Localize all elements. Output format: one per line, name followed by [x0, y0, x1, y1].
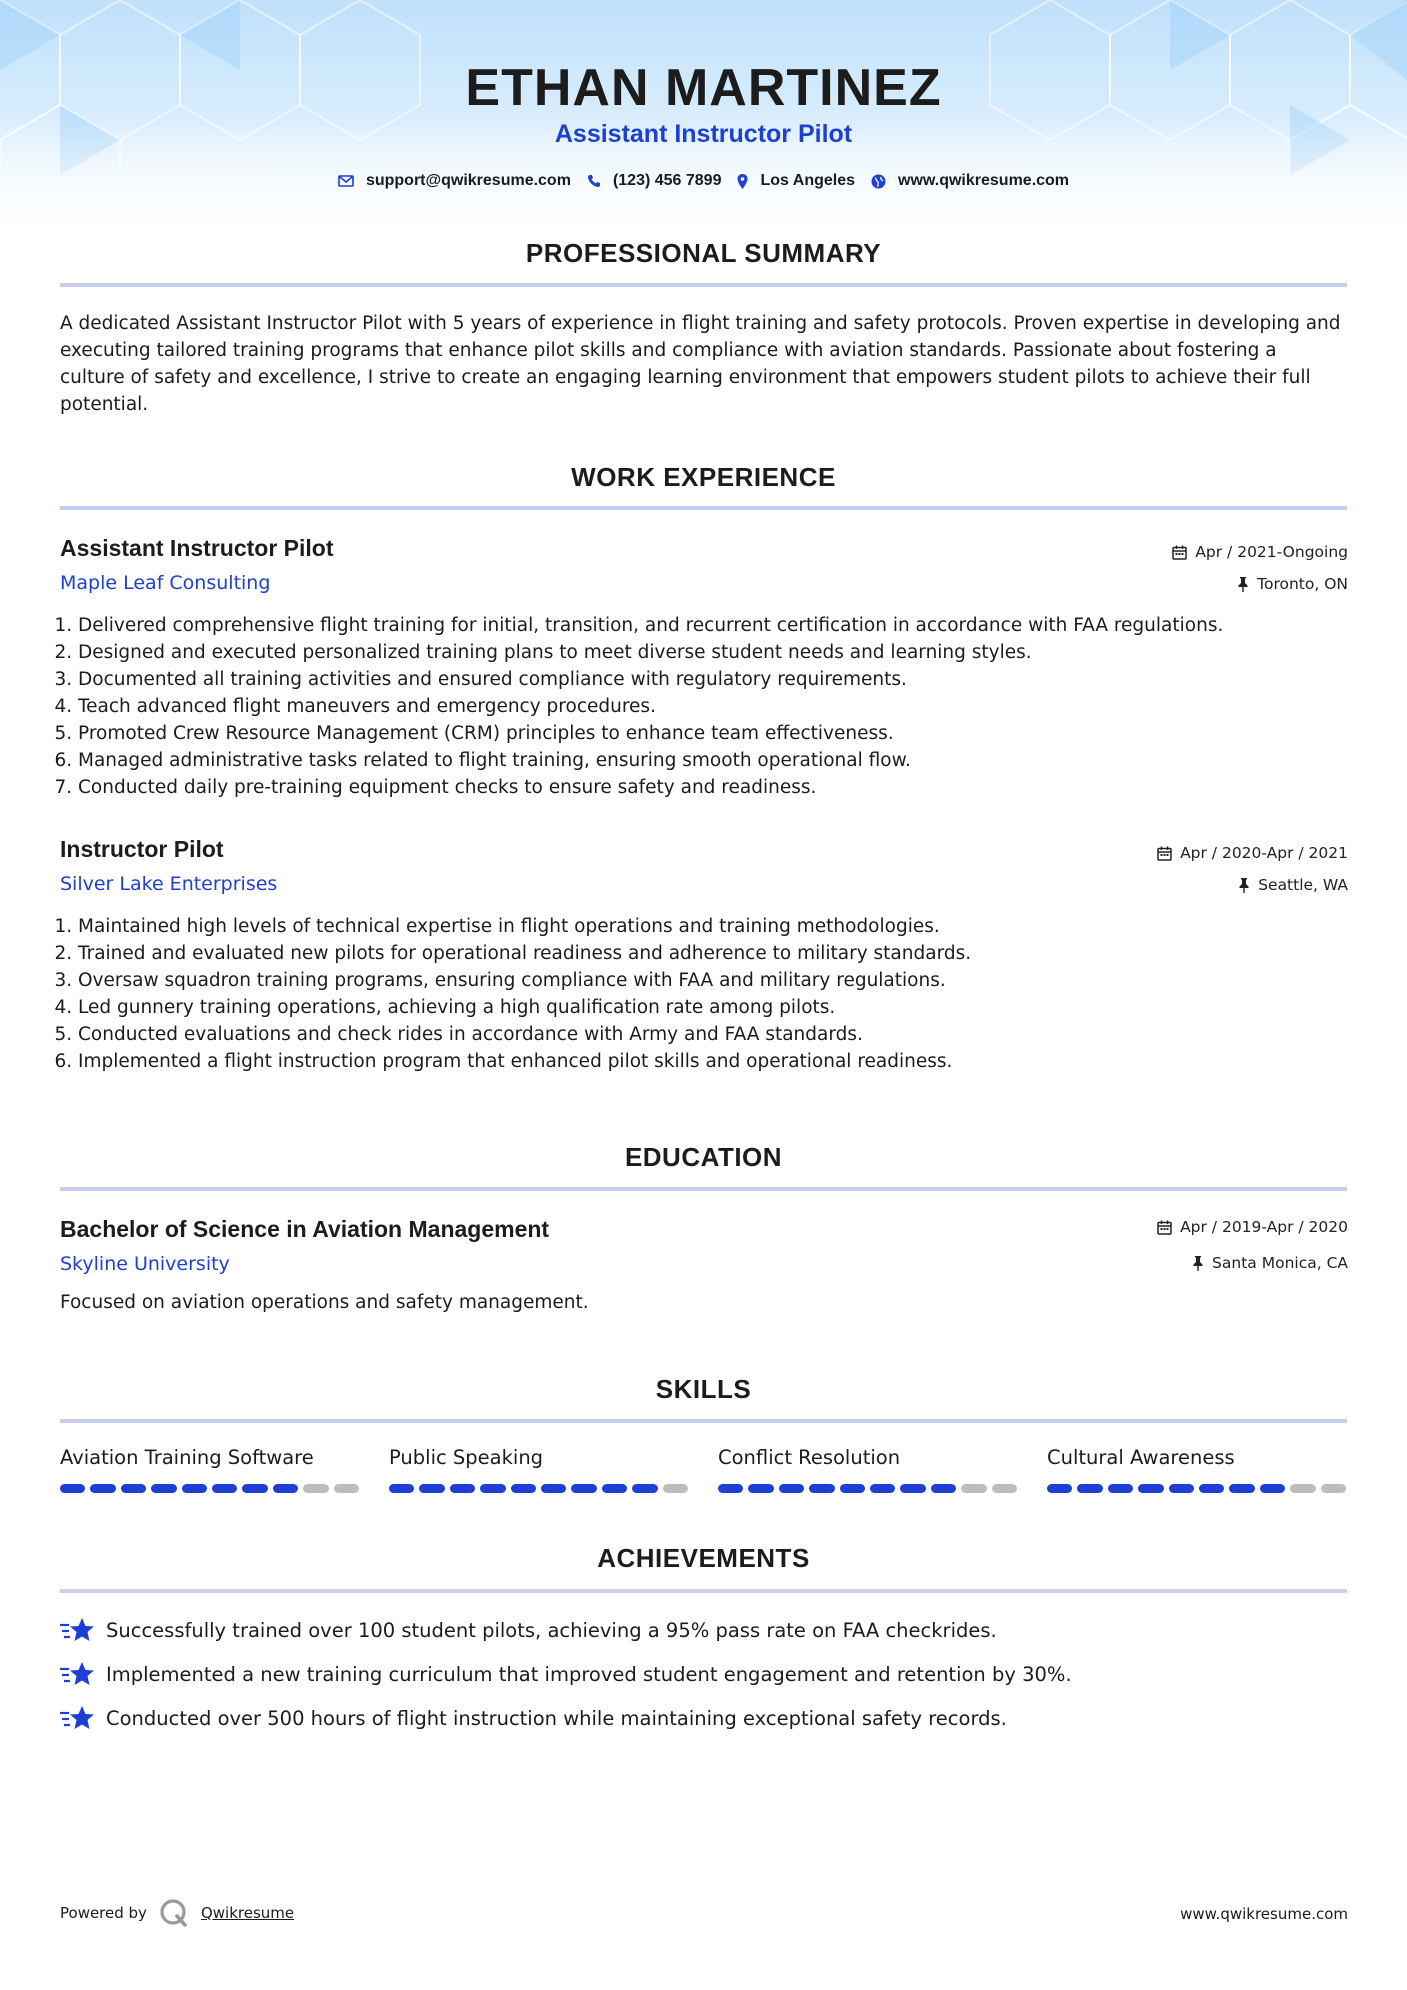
achievement-item: Implemented a new training curriculum that improved student engagement and retention by 30%.	[60, 1660, 1347, 1688]
skill-level-bar	[1047, 1484, 1346, 1493]
skill-segment-filled	[571, 1484, 596, 1493]
skill-segment-filled	[1138, 1484, 1163, 1493]
skill-segment-filled	[60, 1484, 85, 1493]
section-title-skills: SKILLS	[655, 1374, 752, 1404]
list-item: 6. Implemented a flight instruction program that enhanced pilot skills and operational readiness.	[78, 1048, 1365, 1075]
candidate-name: ETHAN MARTINEZ	[465, 59, 942, 117]
education-dates: Apr / 2019-Apr / 2020	[1157, 1218, 1348, 1236]
list-item: 1. Delivered comprehensive flight training for initial, transition, and recurrent certification in accordance with FAA regulations.	[78, 612, 1365, 639]
list-item: 4. Led gunnery training operations, achieving a high qualification rate among pilots.	[78, 994, 1365, 1021]
skill-segment-filled	[90, 1484, 115, 1493]
section-divider	[60, 1589, 1347, 1593]
skill-segment-filled	[809, 1484, 834, 1493]
calendar-icon	[1172, 545, 1187, 560]
skill-segment-filled	[212, 1484, 237, 1493]
section-title-experience: WORK EXPERIENCE	[571, 462, 836, 492]
job-location: Seattle, WA	[1238, 876, 1348, 894]
skill-segment-empty	[992, 1484, 1017, 1493]
education-description: Focused on aviation operations and safety management.	[60, 1292, 589, 1313]
skill-segment-filled	[121, 1484, 146, 1493]
skill-segment-filled	[931, 1484, 956, 1493]
globe-icon	[871, 174, 886, 189]
section-title-summary: PROFESSIONAL SUMMARY	[525, 238, 882, 268]
skill-name: Aviation Training Software	[60, 1446, 314, 1469]
job-title: Assistant Instructor Pilot	[60, 535, 334, 561]
skill-segment-filled	[1260, 1484, 1285, 1493]
brand-link[interactable]: Qwikresume	[200, 1904, 295, 1922]
skill-level-bar	[60, 1484, 359, 1493]
section-divider	[60, 1419, 1347, 1423]
skill-segment-filled	[450, 1484, 475, 1493]
list-item: 7. Conducted daily pre-training equipment checks to ensure safety and readiness.	[78, 774, 1365, 801]
job-dates: Apr / 2021-Ongoing	[1172, 543, 1348, 561]
calendar-icon	[1157, 1220, 1172, 1235]
skill-segment-filled	[779, 1484, 804, 1493]
footer-powered-by: Powered by Qwikresume	[60, 1898, 294, 1928]
achievement-item: Successfully trained over 100 student pilots, achieving a 95% pass rate on FAA checkrides.	[60, 1616, 1347, 1644]
job-title: Instructor Pilot	[60, 836, 224, 862]
star-icon	[60, 1704, 96, 1732]
section-divider	[60, 283, 1347, 287]
pushpin-icon	[1237, 577, 1249, 592]
contact-email[interactable]: support@qwikresume.com	[338, 172, 571, 190]
skill-segment-filled	[748, 1484, 773, 1493]
skill-segment-empty	[334, 1484, 359, 1493]
job-location: Toronto, ON	[1237, 575, 1348, 593]
skill-segment-filled	[273, 1484, 298, 1493]
school-name: Skyline University	[60, 1253, 230, 1275]
skill-segment-filled	[419, 1484, 444, 1493]
candidate-title: Assistant Instructor Pilot	[554, 120, 853, 148]
list-item: 4. Teach advanced flight maneuvers and emergency procedures.	[78, 693, 1365, 720]
list-item: 2. Designed and executed personalized training plans to meet diverse student needs and learning styles.	[78, 639, 1365, 666]
skill-segment-empty	[303, 1484, 328, 1493]
list-item: 2. Trained and evaluated new pilots for operational readiness and adherence to military standards.	[78, 940, 1365, 967]
job-responsibilities	[60, 913, 1365, 1075]
achievement-item: Conducted over 500 hours of flight instruction while maintaining exceptional safety records.	[60, 1704, 1347, 1732]
section-title-education: EDUCATION	[624, 1142, 783, 1172]
company-name: Silver Lake Enterprises	[60, 873, 278, 895]
skill-segment-filled	[900, 1484, 925, 1493]
skill-segment-filled	[1108, 1484, 1133, 1493]
job-dates: Apr / 2020-Apr / 2021	[1157, 844, 1348, 862]
map-pin-icon	[737, 174, 748, 189]
list-item: 3. Oversaw squadron training programs, ensuring compliance with FAA and military regulations.	[78, 967, 1365, 994]
calendar-icon	[1157, 846, 1172, 861]
skill-segment-filled	[541, 1484, 566, 1493]
degree-title: Bachelor of Science in Aviation Management	[60, 1216, 550, 1242]
section-title-achievements: ACHIEVEMENTS	[597, 1543, 810, 1573]
list-item: 5. Promoted Crew Resource Management (CRM) principles to enhance team effectiveness.	[78, 720, 1365, 747]
skill-segment-filled	[840, 1484, 865, 1493]
list-item: 6. Managed administrative tasks related to flight training, ensuring smooth operational flow.	[78, 747, 1365, 774]
footer-url[interactable]: www.qwikresume.com	[1180, 1905, 1348, 1923]
skill-item	[60, 1446, 359, 1493]
section-divider	[60, 1187, 1347, 1191]
skill-segment-filled	[602, 1484, 627, 1493]
skill-segment-filled	[1199, 1484, 1224, 1493]
contact-location: Los Angeles	[737, 172, 855, 190]
pushpin-icon	[1192, 1256, 1204, 1271]
list-item: 1. Maintained high levels of technical expertise in flight operations and training methodologies.	[78, 913, 1365, 940]
list-item: 3. Documented all training activities and ensured compliance with regulatory requirements.	[78, 666, 1365, 693]
skill-segment-filled	[718, 1484, 743, 1493]
skill-segment-filled	[389, 1484, 414, 1493]
skill-segment-filled	[151, 1484, 176, 1493]
skill-segment-empty	[1321, 1484, 1346, 1493]
skill-segment-empty	[663, 1484, 688, 1493]
skill-segment-filled	[511, 1484, 536, 1493]
job-responsibilities	[60, 612, 1365, 801]
contact-phone[interactable]: (123) 456 7899	[587, 172, 722, 190]
section-divider	[60, 506, 1347, 510]
skill-name: Public Speaking	[389, 1446, 544, 1469]
star-icon	[60, 1660, 96, 1688]
education-location: Santa Monica, CA	[1192, 1254, 1348, 1272]
skill-segment-filled	[1047, 1484, 1072, 1493]
skill-name: Cultural Awareness	[1047, 1446, 1235, 1469]
skill-segment-empty	[1290, 1484, 1315, 1493]
skill-item	[389, 1446, 688, 1493]
list-item: 5. Conducted evaluations and check rides in accordance with Army and FAA standards.	[78, 1021, 1365, 1048]
skill-segment-filled	[242, 1484, 267, 1493]
envelope-icon	[338, 175, 354, 187]
skills-list	[60, 1446, 1347, 1493]
qwikresume-logo-icon	[159, 1898, 189, 1928]
skill-segment-filled	[1077, 1484, 1102, 1493]
company-name: Maple Leaf Consulting	[60, 572, 271, 594]
summary-text: A dedicated Assistant Instructor Pilot with 5 years of experience in flight training and safety protocols. Proven expertise in developing and executing tailored training programs that enhance pilot skills and compliance with aviation standards. Passionate about fostering a culture of safety and excellence, I strive to create an engaging learning environment that empowers student pilots to achieve their full potential.	[60, 313, 1341, 415]
skill-segment-filled	[182, 1484, 207, 1493]
skill-level-bar	[389, 1484, 688, 1493]
skill-item	[1047, 1446, 1346, 1493]
star-icon	[60, 1616, 96, 1644]
skill-level-bar	[718, 1484, 1017, 1493]
skill-segment-filled	[1229, 1484, 1254, 1493]
skill-item	[718, 1446, 1017, 1493]
skill-segment-empty	[961, 1484, 986, 1493]
skill-segment-filled	[480, 1484, 505, 1493]
skill-segment-filled	[1169, 1484, 1194, 1493]
skill-segment-filled	[632, 1484, 657, 1493]
contact-bar	[0, 172, 1407, 190]
contact-website[interactable]: www.qwikresume.com	[871, 172, 1069, 190]
phone-icon	[587, 174, 601, 188]
pushpin-icon	[1238, 878, 1250, 893]
skill-name: Conflict Resolution	[718, 1446, 901, 1469]
skill-segment-filled	[870, 1484, 895, 1493]
